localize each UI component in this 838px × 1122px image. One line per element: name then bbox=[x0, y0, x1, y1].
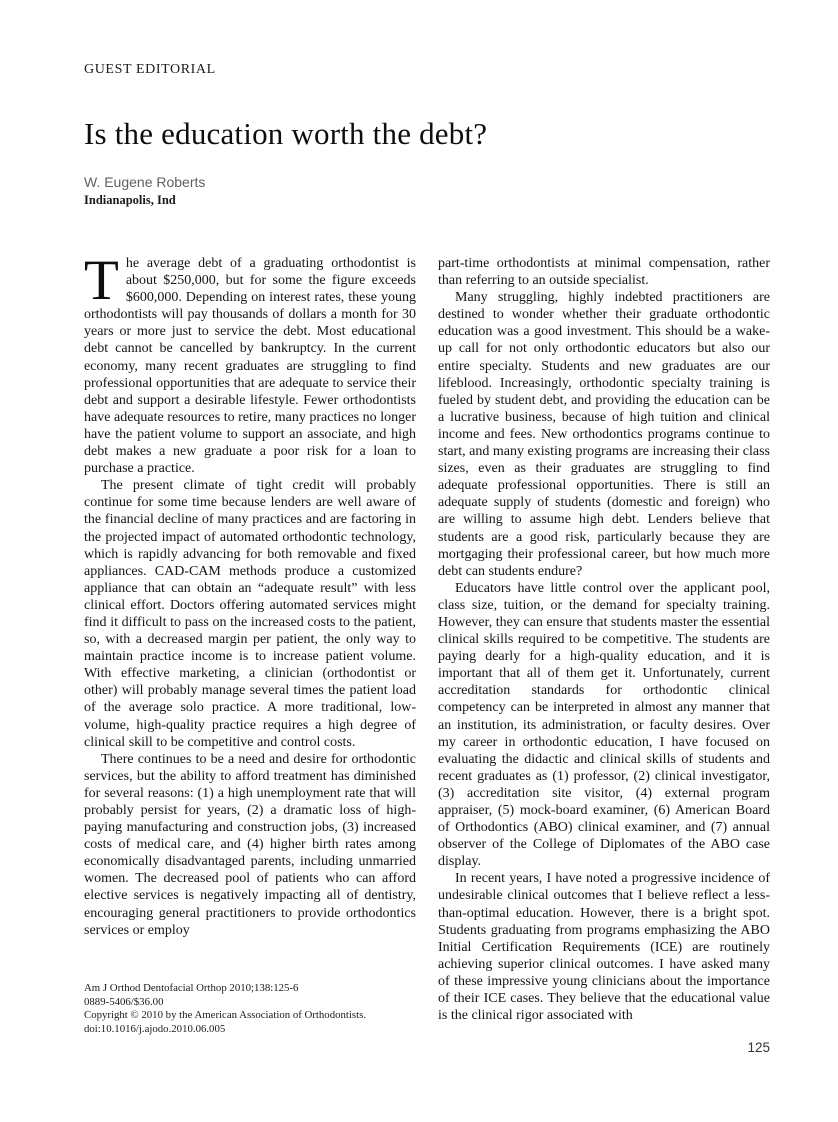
section-label: GUEST EDITORIAL bbox=[84, 62, 216, 77]
right-column bbox=[438, 255, 770, 1024]
author-location: Indianapolis, Ind bbox=[84, 193, 176, 207]
left-column bbox=[84, 249, 416, 1024]
footnote bbox=[84, 982, 429, 1036]
page-number: 125 bbox=[747, 1040, 770, 1055]
author-name: W. Eugene Roberts bbox=[84, 174, 206, 190]
footnote-line-issn: 0889-5406/$36.00 bbox=[84, 995, 164, 1008]
dropcap: T bbox=[84, 249, 119, 312]
byline bbox=[84, 174, 205, 208]
footnote-line-citation: Am J Orthod Dentofacial Orthop 2010;138:125-6 bbox=[84, 982, 299, 994]
paragraph: In recent years, I have noted a progressive incidence of undesirable clinical outcomes that I believe reflect a less-than-optimal education. However, there is a bright spot. Students graduating from programs emphasizing the ABO Initial Certification Requirements (ICE) are routinely achieving superior clinical outcomes. I have asked many of these impressive young clinicians about the importance of their ICE cases. They believe that the educational value is the clinical rigor associated with bbox=[438, 871, 770, 1024]
paragraph: Many struggling, highly indebted practitioners are destined to wonder whether their graduate orthodontic education was a good investment. This should be a wake-up call for not only orthodontic educators but also our entire specialty. Students and new graduates are our lifeblood. Increasingly, orthodontic specialty training is fueled by student debt, and providing the education can be a lucrative business, because of high tuition and clinical income and fees. New orthodontics programs continue to start, and many existing programs are increasing their class sizes, even as their graduates are struggling to find adequate professional opportunities. There is still an adequate supply of students (domestic and foreign) who are willing to assume high debt. Lenders believe that students are a good risk, particularly because they are mortgaging their professional career, but how much more debt can students endure? bbox=[438, 290, 770, 579]
paragraph: The present climate of tight credit will probably continue for some time because lenders are well aware of the financial decline of many practices and are factoring in the projected impact of automated orthodontic technology, which is rapidly advancing for both removable and fixed appliances. CAD-CAM methods produce a customized appliance that can obtain an “adequate result” with less clinical effort. Doctors offering automated services might find it difficult to pass on the increased costs to the patient, so, with a decreased margin per patient, the only way to maintain practice income is to increase patient volume. With effective marketing, a clinician (orthodontist or other) will probably manage several times the patient load of the average solo practice. A more traditional, low-volume, high-quality practice requires a high degree of clinical skill to be competitive and control costs. bbox=[84, 478, 416, 750]
paragraph-text: he average debt of a graduating orthodontist is about $250,000, but for some the figure exceeds $600,000. Depending on interest rates, these young orthodontists will pay thousands of dollars a month for 30 years or more just to service the debt. Most educational debt cannot be cancelled by bankruptcy. In the current economy, many recent graduates are struggling to find professional opportunities that are adequate to service their debt and support a desirable lifestyle. Fewer orthodontists have adequate resources to retire, many practices no longer have the patient volume to support an associate, and high debt makes a new graduate a poor risk for a loan to purchase a practice. bbox=[84, 256, 416, 477]
article-body bbox=[84, 249, 770, 1024]
paragraph: There continues to be a need and desire for orthodontic services, but the ability to afford treatment has diminished for several reasons: (1) a high unemployment rate that will probably persist for years, (2) a dramatic loss of high-paying manufacturing and construction jobs, (3) increased costs of medical care, and (4) higher birth rates among economically disadvantaged parents, including unmarried women. The decreased pool of patients who can afford elective services is negatively impacting all of dentistry, encouraging general practitioners to provide orthodontics services or employ bbox=[84, 751, 416, 938]
paragraph: part-time orthodontists at minimal compensation, rather than referring to an outside specialist. bbox=[438, 256, 770, 289]
article-title: Is the education worth the debt? bbox=[84, 116, 488, 151]
footnote-line-copyright: Copyright © 2010 by the American Association of Orthodontists. bbox=[84, 1009, 366, 1022]
paragraph: Educators have little control over the applicant pool, class size, tuition, or the demand for specialty training. However, they can ensure that students master the essential clinical skills required to be competitive. The students are paying dearly for a high-quality education, and it is important that all of them get it. Unfortunately, current accreditation standards for orthodontic clinical competency can be interpreted in almost any manner that an institution, its administration, or faculty desires. Over my career in orthodontic education, I have focused on evaluating the didactic and clinical skills of students and recent graduates as (1) professor, (2) clinical investigator, (3) accreditation site visitor, (4) external program appraiser, (5) mock-board examiner, (6) American Board of Orthodontics (ABO) clinical examiner, and (7) annual observer of the College of Diplomates of the ABO case display. bbox=[438, 580, 770, 870]
paragraph bbox=[84, 249, 416, 477]
footnote-line-doi: doi:10.1016/j.ajodo.2010.06.005 bbox=[84, 1022, 226, 1035]
